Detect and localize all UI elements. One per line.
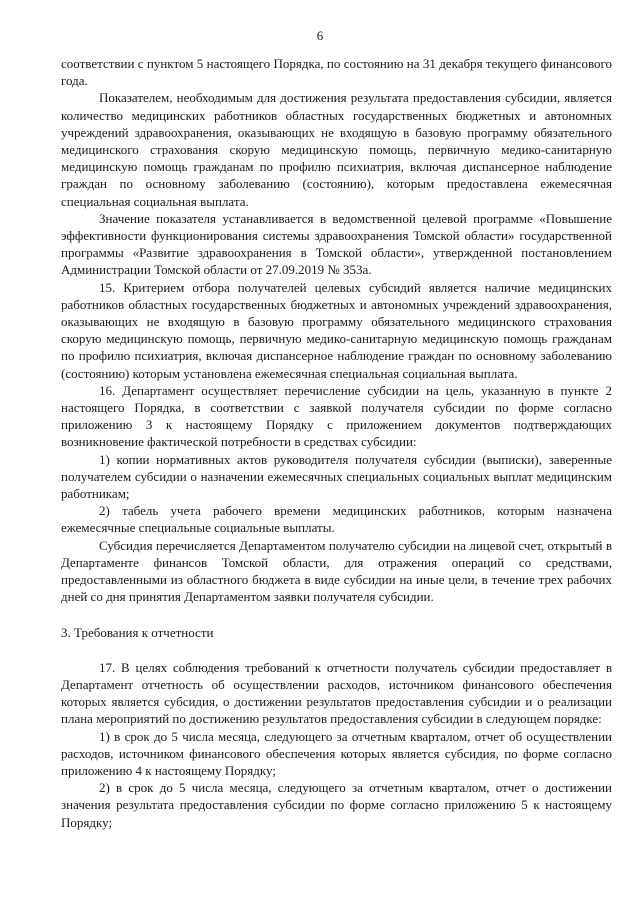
paragraph-subitem-2: 2) табель учета рабочего времени медицинских работников, которым назначена ежемесячные специальные социальные выплаты. <box>61 503 612 536</box>
paragraph-item-17: 17. В целях соблюдения требований к отчетности получатель субсидии предоставляет в Департамент отчетность об осуществлении расходов, источником финансового обеспечения которых является субсидия, о достижении результатов предоставления субсидии и о реализации плана мероприятий по достижению результатов предоставления субсидии в следующем порядке: <box>61 659 612 727</box>
paragraph-report-subitem-1: 1) в срок до 5 числа месяца, следующего за отчетным кварталом, отчет об осуществлении расходов, источником финансового обеспечения которых является субсидия, по форме согласно приложению 4 к настоящему Порядку; <box>61 728 612 778</box>
section-title: 3. Требования к отчетности <box>61 624 214 640</box>
page-number: 6 <box>316 28 324 43</box>
paragraph-item-15: 15. Критерием отбора получателей целевых субсидий является наличие медицинских работников областных государственных бюджетных и автономных учреждений здравоохранения, оказывающих не входящую в базовую программу обязательного медицинского страхования скорую медицинскую помощь, первичную медико-санитарную медицинскую помощь гражданам по профилю психиатрия, включая диспансерное наблюдение граждан по основному заболеванию (состоянию) которым установлена ежемесячная специальная социальная выплата. <box>61 279 612 381</box>
paragraph-continuation: соответствии с пунктом 5 настоящего Порядка, по состоянию на 31 декабря текущего финансового года. <box>61 56 612 89</box>
paragraph-indicator: Показателем, необходимым для достижения результата предоставления субсидии, является количество медицинских работников областных государственных бюджетных и автономных учреждений здравоохранения, оказывающих не входящую в базовую программу обязательного медицинского страхования скорую медицинскую помощь, первичную медико-санитарную медицинскую помощь гражданам по профилю психиатрия, включая диспансерное наблюдение граждан по основному заболеванию (состоянию), которым предоставлена ежемесячная специальная социальная выплата. <box>61 90 612 209</box>
paragraph-indicator-value: Значение показателя устанавливается в ведомственной целевой программе «Повышение эффективности функционирования системы здравоохранения Томской области» государственной программы «Развитие здравоохранения в Томской области», утвержденной постановлением Администрации Томской области от 27.09.2019 № 353а. <box>61 210 612 278</box>
paragraph-item-16: 16. Департамент осуществляет перечисление субсидии на цель, указанную в пункте 2 настоящего Порядка, в соответствии с заявкой получателя субсидии по форме согласно приложению 3 к настоящему Порядку с приложением документов подтверждающих возникновение фактической потребности в средствах субсидии: <box>61 382 612 450</box>
document-body <box>61 55 612 831</box>
paragraph-report-subitem-2: 2) в срок до 5 числа месяца, следующего за отчетным кварталом, отчет о достижении значения результата предоставления субсидии по форме согласно приложению 5 к настоящему Порядку; <box>61 780 612 830</box>
paragraph-subitem-1: 1) копии нормативных актов руководителя получателя субсидии (выписки), заверенные получателем субсидии о назначении ежемесячных специальных социальных выплат медицинским работникам; <box>61 451 612 502</box>
paragraph-subsidy-transfer: Субсидия перечисляется Департаментом получателю субсидии на лицевой счет, открытый в Департаменте финансов Томской области, для отражения операций со средствами, предоставленными из областного бюджета в виде субсидии на иные цели, в течение трех рабочих дней со дня принятия Департаментом заявки получателя субсидии. <box>61 537 612 605</box>
